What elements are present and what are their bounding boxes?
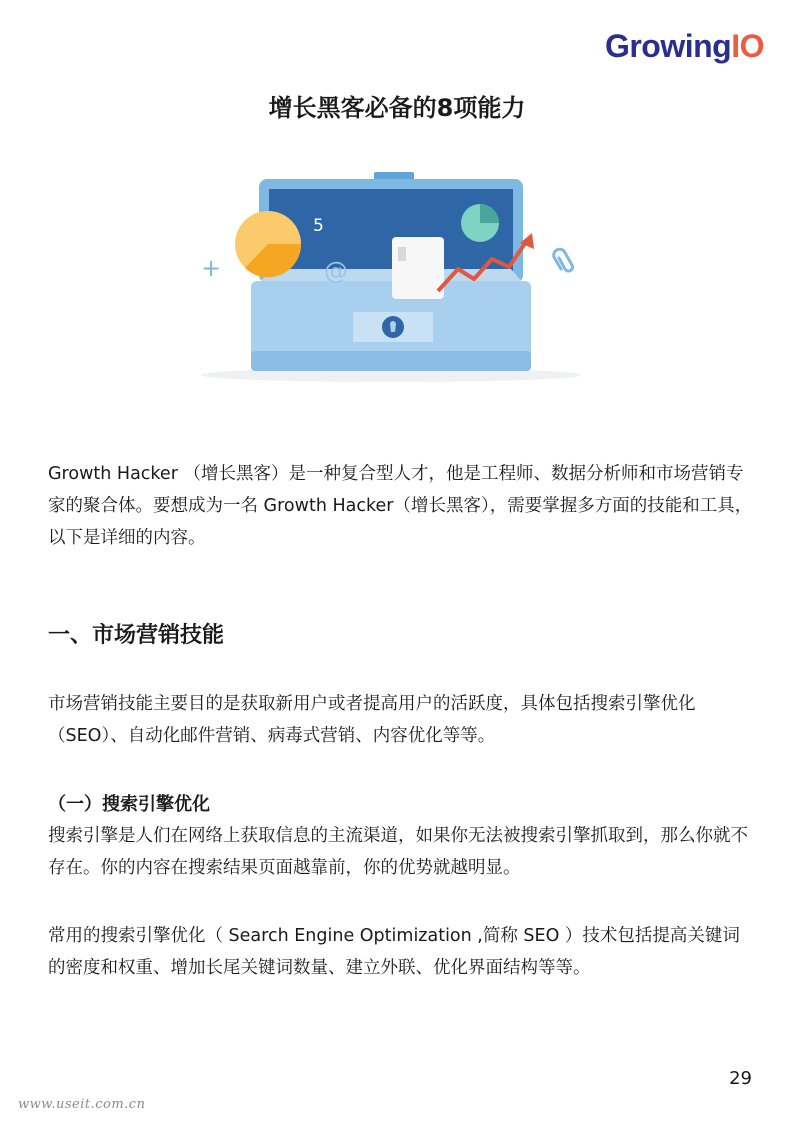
- page-number: 29: [729, 1068, 752, 1089]
- page-title: 增长黑客必备的8项能力: [268, 94, 526, 122]
- growingio-logo: [605, 28, 764, 65]
- seo-paragraph-1: 搜索引擎是人们在网络上获取信息的主流渠道，如果你无法被搜索引擎抓取到，那么你就不存在。你的内容在搜索结果页面越靠前，你的优势就越明显。: [48, 826, 748, 878]
- paperclip-icon: [554, 249, 573, 271]
- plus-icon: +: [201, 254, 222, 282]
- number-text: 5: [313, 216, 324, 236]
- at-sign-icon: @: [324, 257, 348, 285]
- logo-text-io: IO: [731, 28, 764, 64]
- treasure-chest-illustration: [196, 165, 586, 390]
- marketing-paragraph: 市场营销技能主要目的是获取新用户或者提高用户的活跃度，具体包括搜索引擎优化（SEO）、自动化邮件营销、病毒式营销、内容优化等等。: [48, 694, 696, 746]
- document-card: [392, 237, 444, 299]
- intro-paragraph: Growth Hacker （增长黑客）是一种复合型人才，他是工程师、数据分析师和市场营销专家的聚合体。要想成为一名 Growth Hacker（增长黑客），需要掌握多方面的技能和工具，以下是详细的内容。: [48, 464, 753, 548]
- logo-text-growing: Growing: [604, 28, 732, 64]
- section-heading-marketing: 一、市场营销技能: [48, 623, 225, 648]
- chest-body-bottom: [251, 351, 531, 371]
- subsection-heading-seo: （一）搜索引擎优化: [48, 794, 210, 815]
- seo-paragraph-2: 常用的搜索引擎优化（ Search Engine Optimization ,简称 SEO ）技术包括提高关键词的密度和权重、增加长尾关键词数量、建立外联、优化界面结构等等。: [48, 926, 740, 978]
- watermark: www.useit.com.cn: [18, 1097, 146, 1112]
